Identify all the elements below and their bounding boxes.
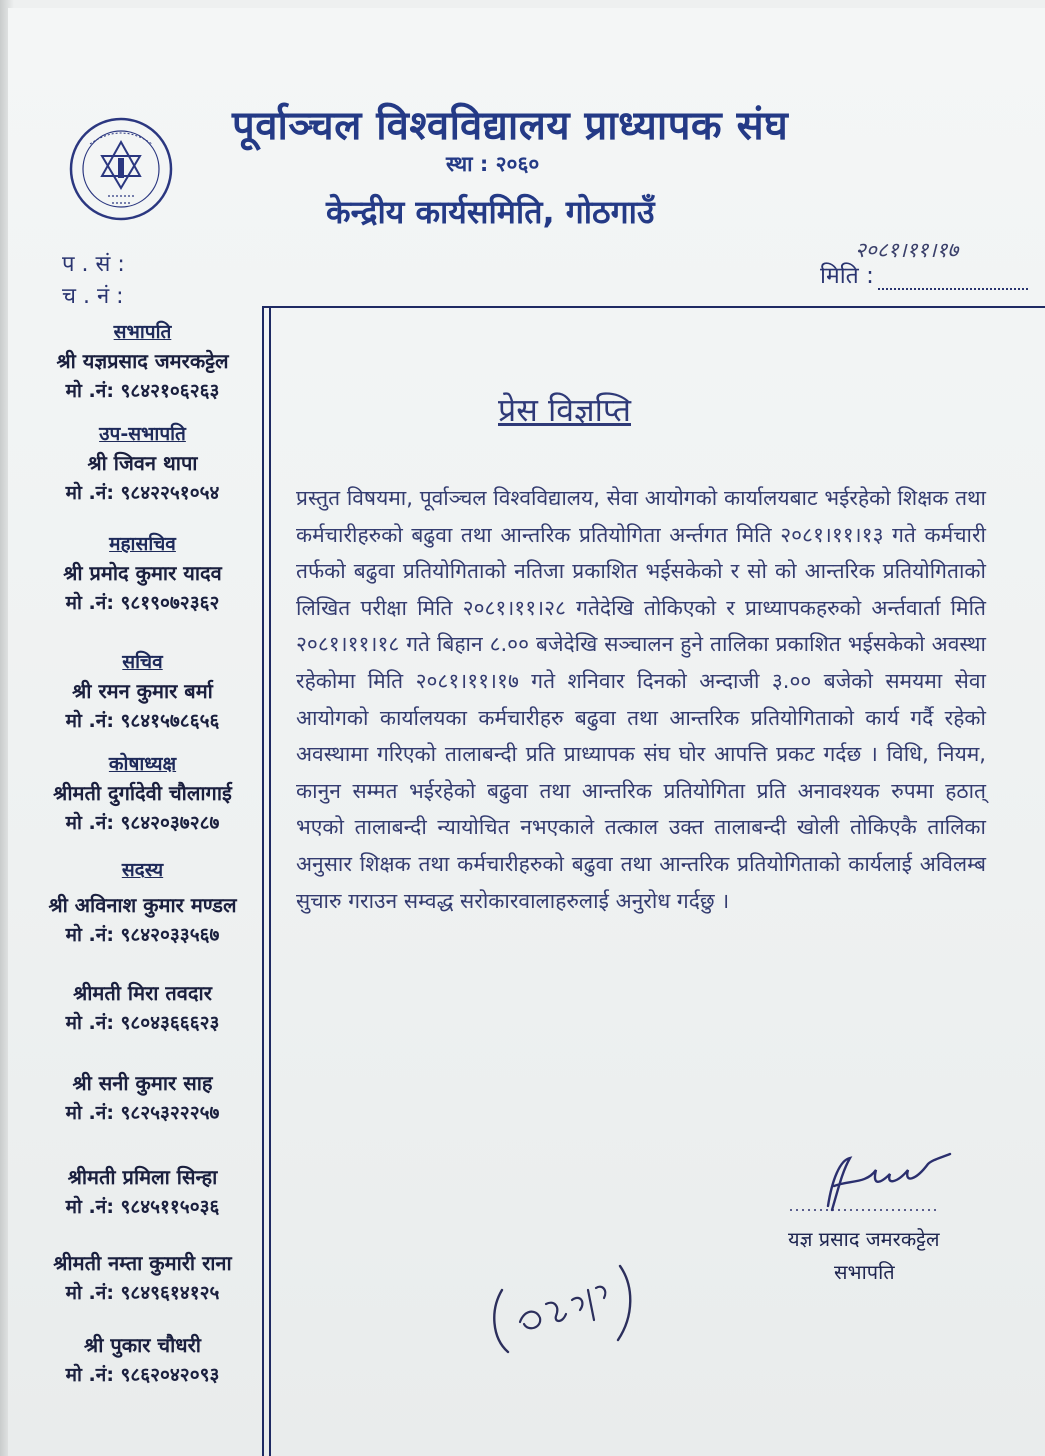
established-year: स्था : २०६० — [446, 152, 540, 176]
press-release-title: प्रेस विज्ञप्ति — [498, 391, 631, 429]
date-dotted-line — [878, 268, 1028, 290]
organization-name: पूर्वाञ्चल विश्वविद्यालय प्राध्यापक संघ — [232, 103, 789, 149]
member-phone: मो .नं: ९८०४३६६६२३ — [65, 1012, 220, 1034]
official-name: श्री प्रमोद कुमार यादव — [63, 561, 222, 585]
official-name: श्री जिवन थापा — [87, 451, 198, 475]
official-role: महासचिव — [109, 533, 176, 555]
member-entry — [20, 1330, 265, 1390]
official-role: उप-सभापति — [99, 423, 186, 445]
official-chairperson — [20, 318, 265, 406]
member-name: श्री पुकार चौधरी — [84, 1333, 201, 1357]
member-name: श्री सनी कुमार साह — [72, 1071, 213, 1095]
member-name: श्रीमती नम्ता कुमारी राना — [53, 1251, 232, 1275]
member-phone: मो .नं: ९८२५३२२२५७ — [65, 1102, 220, 1124]
members-heading-block — [20, 856, 265, 884]
official-phone: मो .नं: ९८४१५७८६५६ — [65, 710, 220, 732]
member-entry — [20, 1068, 265, 1128]
member-phone: मो .नं: ९८४९६१४१२५ — [65, 1282, 220, 1304]
official-phone: मो .नं: ९८४२०३७२८७ — [65, 812, 220, 834]
official-secretary — [20, 648, 265, 736]
official-general-secretary — [20, 530, 265, 618]
committee-name: केन्द्रीय कार्यसमिति, गोठगाउँ — [326, 193, 655, 231]
members-heading: सदस्य — [121, 859, 164, 881]
university-seal-icon — [68, 116, 174, 222]
date-value: २०८१।११।१७ — [855, 238, 959, 262]
signatory-name: यज्ञ प्रसाद जमरकट्टेल — [788, 1227, 940, 1251]
member-name: श्री अविनाश कुमार मण्डल — [48, 893, 237, 917]
handwritten-note — [484, 1260, 644, 1370]
member-phone: मो .नं: ९८६२०४२०९३ — [65, 1364, 220, 1386]
official-phone: मो .नं: ९८४२२५१०५४ — [65, 482, 220, 504]
official-name: श्री यज्ञप्रसाद जमरकट्टेल — [56, 349, 229, 373]
member-entry — [20, 890, 265, 950]
member-name: श्रीमती मिरा तवदार — [73, 981, 212, 1005]
date-label: मिति : — [820, 263, 874, 289]
official-name: श्रीमती दुर्गादेवी चौलागाई — [53, 781, 232, 805]
press-release-body: प्रस्तुत विषयमा, पूर्वाञ्चल विश्वविद्यालय, सेवा आयोगको कार्यालयबाट भईरहेको शिक्षक तथा कर्मचारीहरुको बढुवा तथा आन्तरिक प्रतियोगिता अर्न्तगत मिति २०८१।११।१३ गते कर्मचारी तर्फको बढुवा प्रतियोगिताको नतिजा प्रकाशित भईसकेको र सो को आन्तरिक प्रतियोगिताको लिखित परीक्षा मिति २०८१।११।२८ गतेदेखि तोकिएको र प्राध्यापकहरुको अर्न्तवार्ता मिति २०८१।११।१८ गते बिहान ८.०० बजेदेखि सञ्चालन हुने तालिका प्रकाशित भईसकेको अवस्था रहेकोमा मिति २०८१।११।१७ गते शनिवार दिनको अन्दाजी ३.०० बजेको समयमा सेवा आयोगको कार्यालयका कर्मचारीहरु बढुवा तथा आन्तरिक प्रतियोगिताको कार्य गर्दै रहेको अवस्थामा गरिएको तालाबन्दी प्रति प्राध्यापक संघ घोर आपत्ति प्रकट गर्दछ । विधि, नियम, कानुन सम्मत भईरहेको बढुवा तथा आन्तरिक प्रतियोगिता प्रति अनावश्यक रुपमा हठात् भएको तालाबन्दी न्यायोचित नभएकाले तत्काल उक्त तालाबन्दी खोली तोकिएकै तालिका अनुसार शिक्षक तथा कर्मचारीहरुको बढुवा तथा आन्तरिक प्रतियोगिताको कार्यलाई अविलम्ब सुचारु गराउन सम्वद्ध सरोकारवालाहरुलाई अनुरोध गर्दछु । — [296, 486, 986, 913]
official-phone: मो .नं: ९८१९०७२३६२ — [65, 592, 220, 614]
header-divider — [262, 306, 1045, 308]
member-entry — [20, 1162, 265, 1222]
dispatch-number-label: च . नं : — [62, 284, 124, 309]
member-phone: मो .नं: ९८४२०३३५६७ — [65, 924, 220, 946]
member-entry — [20, 978, 265, 1038]
official-role: सचिव — [122, 651, 163, 673]
official-vice-chairperson — [20, 420, 265, 508]
official-phone: मो .नं: ९८४२१०६२६३ — [65, 380, 220, 402]
sidebar-divider-inner — [269, 306, 271, 1456]
signature-mark — [780, 1140, 960, 1230]
member-phone: मो .नं: ९८४५११५०३६ — [65, 1196, 220, 1218]
official-role: सभापति — [113, 321, 172, 343]
member-name: श्रीमती प्रमिला सिन्हा — [67, 1165, 218, 1189]
signatory-role: सभापति — [834, 1260, 895, 1284]
official-role: कोषाध्यक्ष — [108, 753, 177, 775]
member-entry — [20, 1248, 265, 1308]
official-name: श्री रमन कुमार बर्मा — [72, 679, 213, 703]
reference-number-label: प . सं : — [62, 252, 125, 277]
official-treasurer — [20, 750, 265, 838]
date-field — [820, 258, 1028, 290]
